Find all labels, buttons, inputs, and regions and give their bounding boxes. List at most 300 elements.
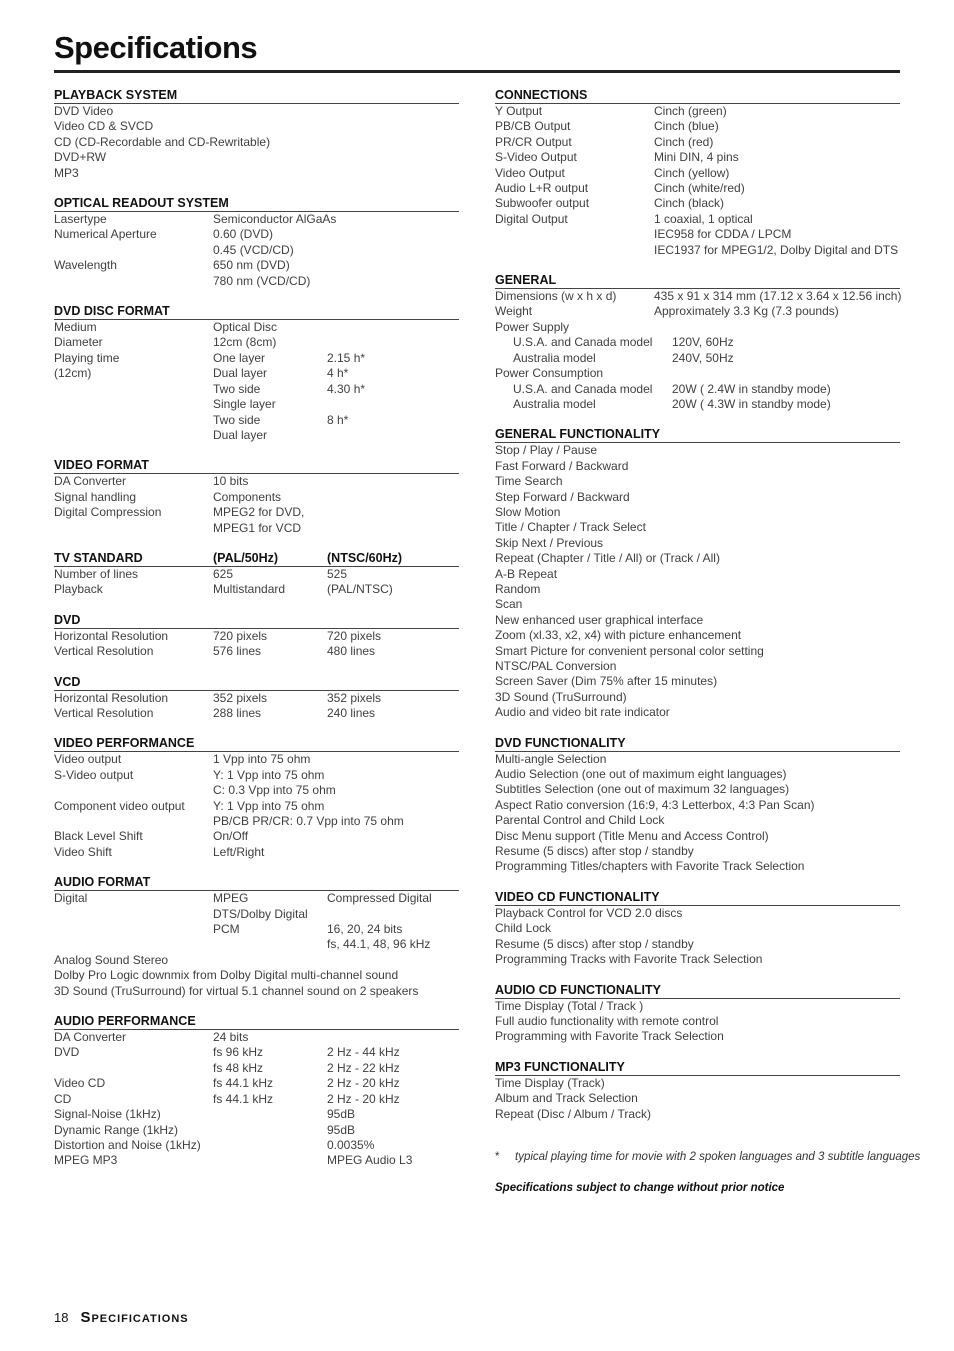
spec-row xyxy=(54,644,459,659)
heading-cell: VCD xyxy=(54,674,81,689)
spec-label: Random xyxy=(495,581,541,596)
section-playback-system xyxy=(54,88,459,181)
section-heading xyxy=(495,1060,900,1076)
spec-label: Title / Chapter / Track Select xyxy=(495,520,646,535)
spec-label xyxy=(54,413,213,428)
heading-cell: TV STANDARD xyxy=(54,550,143,565)
spec-value: MPEG Audio L3 xyxy=(327,1153,413,1168)
spec-label: Video CD & SVCD xyxy=(54,119,154,134)
spec-value: 576 lines xyxy=(213,644,262,659)
spec-value: 20W ( 2.4W in standby mode) xyxy=(672,381,831,396)
spec-value: Dual layer xyxy=(213,366,268,381)
spec-row xyxy=(495,382,900,397)
heading-cell: OPTICAL READOUT SYSTEM xyxy=(54,196,229,211)
spec-label: Digital xyxy=(54,891,88,906)
section-optical-readout-system xyxy=(54,196,459,289)
footnote xyxy=(495,1151,920,1163)
spec-row xyxy=(54,845,459,860)
heading-cell: VIDEO CD FUNCTIONALITY xyxy=(495,889,660,904)
spec-label: Scan xyxy=(495,597,523,612)
spec-label: Distortion and Noise (1kHz) xyxy=(54,1137,201,1152)
spec-value: (PAL/NTSC) xyxy=(327,582,393,597)
spec-row xyxy=(495,567,900,582)
spec-value: 2 Hz - 22 kHz xyxy=(327,1060,400,1075)
spec-value: fs 44.1 kHz xyxy=(213,1076,274,1091)
spec-row xyxy=(495,304,900,319)
section-connections xyxy=(495,88,900,258)
spec-label: Playback xyxy=(54,582,103,597)
spec-row xyxy=(495,844,900,859)
left-column xyxy=(54,88,459,1184)
spec-value: 4.30 h* xyxy=(327,381,366,396)
spec-row xyxy=(54,366,459,381)
spec-value: 525 xyxy=(327,566,348,581)
spec-label: Programming Tracks with Favorite Track Selection xyxy=(495,952,763,967)
spec-label: Australia model xyxy=(513,396,596,411)
heading-cell: VIDEO FORMAT xyxy=(54,458,149,473)
heading-cell: GENERAL xyxy=(495,273,557,288)
spec-row xyxy=(495,520,900,535)
spec-row xyxy=(54,1076,459,1091)
spec-label: Audio and video bit rate indicator xyxy=(495,705,670,720)
section-dvd-disc-format xyxy=(54,304,459,443)
spec-value xyxy=(213,1123,327,1138)
spec-value: 352 pixels xyxy=(213,690,268,705)
spec-value: 16, 20, 24 bits xyxy=(327,922,403,937)
spec-label: 3D Sound (TruSurround) xyxy=(495,689,627,704)
spec-row xyxy=(54,691,459,706)
spec-row xyxy=(495,628,900,643)
spec-label: Fast Forward / Backward xyxy=(495,458,629,473)
spec-label: Analog Sound Stereo xyxy=(54,952,169,967)
section-heading xyxy=(54,88,459,104)
spec-label: Aspect Ratio conversion (16:9, 4:3 Letterbox, 4:3 Pan Scan) xyxy=(495,797,815,812)
spec-label xyxy=(54,428,213,443)
spec-label: Parental Control and Child Lock xyxy=(495,813,665,828)
spec-value: 625 xyxy=(213,566,234,581)
spec-label: PB/CB Output xyxy=(495,119,571,134)
spec-row xyxy=(495,196,900,211)
section-mp3-functionality xyxy=(495,1060,900,1122)
spec-label: U.S.A. and Canada model xyxy=(513,335,653,350)
spec-label: Repeat (Chapter / Title / All) or (Track / All) xyxy=(495,551,720,566)
spec-value: 0.0035% xyxy=(327,1137,375,1152)
spec-value: 240V, 50Hz xyxy=(672,350,734,365)
spec-row xyxy=(54,1092,459,1107)
spec-label: Skip Next / Previous xyxy=(495,535,604,550)
spec-row xyxy=(54,1030,459,1045)
spec-label: Time Display (Total / Track ) xyxy=(495,998,644,1013)
spec-value: 0.60 (DVD) xyxy=(213,227,274,242)
spec-row xyxy=(54,505,459,520)
spec-value: Approximately 3.3 Kg (7.3 pounds) xyxy=(654,304,839,319)
spec-row xyxy=(54,629,459,644)
section-audio-format xyxy=(54,875,459,999)
spec-row xyxy=(54,829,459,844)
page-title: Specifications xyxy=(54,30,258,65)
section-general-functionality xyxy=(495,427,900,720)
spec-row xyxy=(495,1014,900,1029)
spec-value: Optical Disc xyxy=(213,320,278,335)
spec-row xyxy=(54,227,459,242)
spec-value: DTS/Dolby Digital xyxy=(213,906,308,921)
spec-row xyxy=(54,752,459,767)
spec-label: Zoom (xl.33, x2, x4) with picture enhancement xyxy=(495,628,742,643)
spec-value: C: 0.3 Vpp into 75 ohm xyxy=(213,783,336,798)
spec-row xyxy=(495,644,900,659)
spec-value: 1 Vpp into 75 ohm xyxy=(213,752,311,767)
spec-value: 1 coaxial, 1 optical xyxy=(654,211,753,226)
spec-label: Resume (5 discs) after stop / standby xyxy=(495,844,694,859)
spec-value: 2.15 h* xyxy=(327,350,366,365)
spec-label xyxy=(54,521,213,536)
section-video-cd-functionality xyxy=(495,890,900,968)
spec-value: IEC958 for CDDA / LPCM xyxy=(654,227,792,242)
spec-label: MPEG MP3 xyxy=(54,1153,118,1168)
spec-row xyxy=(495,536,900,551)
spec-label: Numerical Aperture xyxy=(54,227,157,242)
spec-value: Components xyxy=(213,489,282,504)
spec-value: Cinch (white/red) xyxy=(654,181,745,196)
heading-cell: (NTSC/60Hz) xyxy=(327,550,403,565)
spec-row xyxy=(495,474,900,489)
spec-label: Playback Control for VCD 2.0 discs xyxy=(495,905,683,920)
heading-cell: PLAYBACK SYSTEM xyxy=(54,88,178,102)
spec-row xyxy=(495,1091,900,1106)
spec-label: Subtitles Selection (one out of maximum 32 languages) xyxy=(495,782,790,797)
section-heading xyxy=(54,458,459,474)
spec-value xyxy=(213,1153,327,1168)
section-heading xyxy=(495,736,900,752)
spec-row xyxy=(495,166,900,181)
spec-label: Screen Saver (Dim 75% after 15 minutes) xyxy=(495,674,718,689)
change-notice: Specifications subject to change without prior notice xyxy=(495,1182,785,1194)
spec-value: Mini DIN, 4 pins xyxy=(654,150,739,165)
spec-row xyxy=(495,798,900,813)
spec-value: 20W ( 4.3W in standby mode) xyxy=(672,396,831,411)
spec-row xyxy=(54,243,459,258)
spec-row xyxy=(495,490,900,505)
spec-label: Power Supply xyxy=(495,319,570,334)
spec-value: On/Off xyxy=(213,829,249,844)
spec-row xyxy=(495,351,900,366)
spec-label: Diameter xyxy=(54,335,103,350)
footnote-marker: * xyxy=(495,1151,500,1163)
spec-row xyxy=(495,289,900,304)
spec-row xyxy=(54,582,459,597)
spec-value: 480 lines xyxy=(327,644,376,659)
spec-row xyxy=(54,1107,459,1122)
spec-label xyxy=(54,814,213,829)
spec-value: 352 pixels xyxy=(327,690,382,705)
spec-label: Video Shift xyxy=(54,844,112,859)
spec-label: MP3 xyxy=(54,165,79,180)
spec-row xyxy=(495,813,900,828)
section-heading xyxy=(54,196,459,212)
spec-value: Cinch (black) xyxy=(654,196,725,211)
spec-label: Full audio functionality with remote control xyxy=(495,1013,719,1028)
page-number: 18 xyxy=(54,1310,69,1325)
spec-row xyxy=(54,907,459,922)
section-heading xyxy=(54,875,459,891)
spec-value: MPEG1 for VCD xyxy=(213,520,302,535)
spec-value: Left/Right xyxy=(213,844,265,859)
spec-row xyxy=(495,674,900,689)
section-heading xyxy=(54,1014,459,1030)
section-heading xyxy=(54,736,459,752)
spec-row xyxy=(495,859,900,874)
spec-row xyxy=(54,814,459,829)
spec-value: 12cm (8cm) xyxy=(213,335,277,350)
spec-row xyxy=(54,382,459,397)
spec-row xyxy=(495,1029,900,1044)
spec-row xyxy=(54,351,459,366)
spec-row xyxy=(495,752,900,767)
spec-label: Child Lock xyxy=(495,921,552,936)
spec-label: Lasertype xyxy=(54,212,107,227)
spec-label: Repeat (Disc / Album / Track) xyxy=(495,1106,652,1121)
spec-value: 0.45 (VCD/CD) xyxy=(213,242,294,257)
spec-label: Slow Motion xyxy=(495,504,561,519)
spec-value: fs 44.1 kHz xyxy=(213,1091,274,1106)
spec-row xyxy=(54,335,459,350)
section-heading xyxy=(54,613,459,629)
spec-row xyxy=(54,1153,459,1168)
spec-value: 435 x 91 x 314 mm (17.12 x 3.64 x 12.56 inch) xyxy=(654,289,902,304)
spec-value: 2 Hz - 44 kHz xyxy=(327,1045,400,1060)
spec-label: Wavelength xyxy=(54,258,117,273)
spec-label xyxy=(495,227,654,242)
spec-row xyxy=(495,227,900,242)
spec-row xyxy=(495,1076,900,1091)
spec-value: 8 h* xyxy=(327,412,349,427)
spec-row xyxy=(54,1123,459,1138)
heading-cell: GENERAL FUNCTIONALITY xyxy=(495,427,661,442)
spec-row xyxy=(495,597,900,612)
section-dvd-functionality xyxy=(495,736,900,875)
spec-label: Subwoofer output xyxy=(495,196,590,211)
spec-row xyxy=(495,690,900,705)
section-vcd xyxy=(54,675,459,722)
spec-value: PB/CB PR/CR: 0.7 Vpp into 75 ohm xyxy=(213,814,404,828)
spec-value: PCM xyxy=(213,922,240,937)
spec-value: 2 Hz - 20 kHz xyxy=(327,1091,400,1106)
spec-value xyxy=(213,1138,327,1153)
spec-row xyxy=(495,119,900,134)
spec-row xyxy=(495,459,900,474)
section-heading xyxy=(54,675,459,691)
spec-label: Video Output xyxy=(495,165,565,180)
spec-row xyxy=(54,428,459,443)
spec-row xyxy=(54,953,459,968)
spec-label: U.S.A. and Canada model xyxy=(513,381,653,396)
spec-row xyxy=(495,906,900,921)
spec-label: New enhanced user graphical interface xyxy=(495,612,704,627)
spec-row xyxy=(495,705,900,720)
spec-label: Resume (5 discs) after stop / standby xyxy=(495,936,694,951)
spec-label xyxy=(495,243,654,258)
spec-row xyxy=(54,274,459,289)
section-heading xyxy=(54,304,459,320)
spec-label xyxy=(54,397,213,412)
spec-row xyxy=(495,999,900,1014)
section-heading xyxy=(495,273,900,289)
spec-value: Two side xyxy=(213,381,261,396)
spec-label xyxy=(54,922,213,937)
spec-value: Y: 1 Vpp into 75 ohm xyxy=(213,767,325,782)
heading-cell: VIDEO PERFORMANCE xyxy=(54,736,195,751)
spec-value xyxy=(213,937,327,952)
spec-row xyxy=(495,921,900,936)
spec-label: Weight xyxy=(495,304,533,319)
spec-label: Digital Compression xyxy=(54,505,162,520)
spec-row xyxy=(495,150,900,165)
spec-row xyxy=(495,952,900,967)
spec-row xyxy=(54,984,459,999)
spec-label: DVD+RW xyxy=(54,150,107,165)
heading-cell: AUDIO CD FUNCTIONALITY xyxy=(495,982,661,997)
spec-value: Single layer xyxy=(213,397,276,412)
spec-value: 650 nm (DVD) xyxy=(213,258,290,273)
spec-row xyxy=(54,413,459,428)
spec-row xyxy=(495,443,900,458)
spec-row xyxy=(54,799,459,814)
heading-cell: DVD FUNCTIONALITY xyxy=(495,735,626,750)
spec-value: fs 96 kHz xyxy=(213,1045,264,1060)
spec-row xyxy=(495,397,900,412)
spec-value: 95dB xyxy=(327,1122,356,1137)
spec-value: Semiconductor AlGaAs xyxy=(213,212,337,227)
spec-row xyxy=(495,782,900,797)
spec-label: Playing time xyxy=(54,350,120,365)
spec-row xyxy=(54,706,459,721)
spec-label: Number of lines xyxy=(54,566,139,581)
spec-label: Disc Menu support (Title Menu and Access Control) xyxy=(495,828,769,843)
spec-row xyxy=(54,1138,459,1153)
spec-label: Power Consumption xyxy=(495,366,604,381)
spec-row xyxy=(495,937,900,952)
heading-cell: AUDIO PERFORMANCE xyxy=(54,1014,196,1029)
section-general xyxy=(495,273,900,412)
spec-label xyxy=(54,274,213,289)
spec-value: IEC1937 for MPEG1/2, Dolby Digital and DTS xyxy=(654,242,899,257)
spec-value: 720 pixels xyxy=(327,628,382,643)
spec-label: Dolby Pro Logic downmix from Dolby Digital multi-channel sound xyxy=(54,968,399,983)
spec-label xyxy=(54,937,213,952)
spec-value: fs, 44.1, 48, 96 kHz xyxy=(327,937,431,952)
spec-label: DVD xyxy=(54,1045,80,1060)
spec-row xyxy=(495,505,900,520)
section-audio-cd-functionality xyxy=(495,983,900,1045)
spec-label: Signal-Noise (1kHz) xyxy=(54,1107,161,1122)
spec-row xyxy=(495,212,900,227)
spec-row xyxy=(495,829,900,844)
spec-label xyxy=(54,382,213,397)
spec-row xyxy=(495,659,900,674)
heading-cell: DVD xyxy=(54,612,81,627)
spec-label xyxy=(54,1061,213,1076)
section-dvd xyxy=(54,613,459,660)
footnote-text: typical playing time for movie with 2 spoken languages and 3 subtitle languages xyxy=(515,1151,921,1163)
spec-value: 24 bits xyxy=(213,1030,249,1045)
spec-row xyxy=(495,181,900,196)
spec-row xyxy=(54,922,459,937)
spec-label: DA Converter xyxy=(54,474,127,489)
spec-value: Cinch (green) xyxy=(654,104,727,118)
spec-label: 3D Sound (TruSurround) for virtual 5.1 channel sound on 2 speakers xyxy=(54,983,419,998)
spec-label: PR/CR Output xyxy=(495,134,572,149)
spec-value: Cinch (blue) xyxy=(654,119,719,134)
spec-row xyxy=(54,937,459,952)
heading-cell: CONNECTIONS xyxy=(495,88,588,102)
spec-row xyxy=(495,582,900,597)
spec-value: 10 bits xyxy=(213,474,249,489)
spec-row xyxy=(54,1061,459,1076)
spec-value: Cinch (red) xyxy=(654,134,714,149)
spec-row xyxy=(54,521,459,536)
section-heading xyxy=(495,88,900,104)
spec-label: S-Video Output xyxy=(495,150,577,165)
section-video-format xyxy=(54,458,459,536)
spec-label: DVD Video xyxy=(54,104,114,118)
spec-label: Vertical Resolution xyxy=(54,644,154,659)
spec-label: Album and Track Selection xyxy=(495,1091,638,1106)
spec-label: Audio L+R output xyxy=(495,181,589,196)
spec-label xyxy=(54,907,213,922)
spec-label: Time Display (Track) xyxy=(495,1075,605,1090)
section-heading xyxy=(54,551,459,567)
spec-value: Y: 1 Vpp into 75 ohm xyxy=(213,798,325,813)
spec-row xyxy=(54,166,459,181)
title-rule xyxy=(54,70,900,73)
spec-label: Y Output xyxy=(495,104,543,118)
spec-value: 120V, 60Hz xyxy=(672,335,734,350)
spec-label: Vertical Resolution xyxy=(54,705,154,720)
spec-row xyxy=(495,613,900,628)
spec-row xyxy=(54,1045,459,1060)
spec-row xyxy=(54,490,459,505)
spec-row xyxy=(495,320,900,335)
spec-row xyxy=(54,397,459,412)
spec-label: S-Video output xyxy=(54,767,134,782)
spec-row xyxy=(54,258,459,273)
spec-row xyxy=(54,212,459,227)
section-heading xyxy=(495,890,900,906)
spec-label: Video output xyxy=(54,752,122,767)
spec-value: Compressed Digital xyxy=(327,891,432,906)
spec-label: Multi-angle Selection xyxy=(495,751,607,766)
spec-row xyxy=(54,320,459,335)
spec-label: DA Converter xyxy=(54,1030,127,1045)
spec-value: 780 nm (VCD/CD) xyxy=(213,273,311,288)
spec-label: Stop / Play / Pause xyxy=(495,443,598,458)
section-tv-standard xyxy=(54,551,459,598)
spec-label: CD xyxy=(54,1091,72,1106)
spec-label: NTSC/PAL Conversion xyxy=(495,659,617,673)
spec-label: Audio Selection (one out of maximum eight languages) xyxy=(495,767,787,782)
spec-value xyxy=(213,1107,327,1122)
spec-label: Medium xyxy=(54,320,97,335)
spec-label: (12cm) xyxy=(54,366,92,381)
spec-label: Horizontal Resolution xyxy=(54,628,169,643)
spec-value: 4 h* xyxy=(327,366,349,381)
spec-value: fs 48 kHz xyxy=(213,1060,264,1075)
spec-row xyxy=(495,335,900,350)
section-heading xyxy=(495,983,900,999)
spec-value: MPEG2 for DVD, xyxy=(213,505,305,520)
spec-row xyxy=(495,104,900,119)
spec-value: Cinch (yellow) xyxy=(654,165,730,180)
